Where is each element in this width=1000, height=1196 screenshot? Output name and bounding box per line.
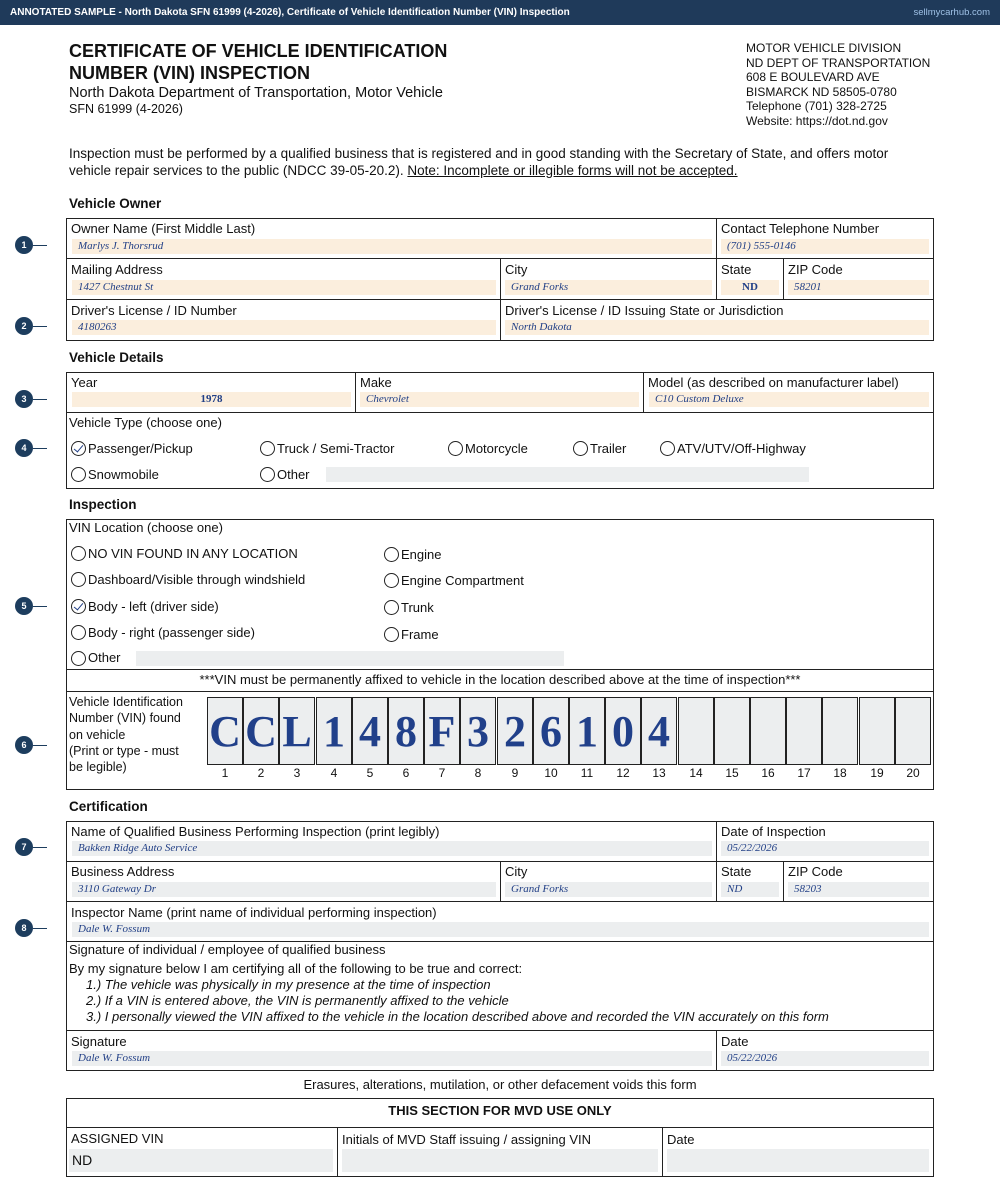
divider — [716, 218, 717, 300]
form-subtitle: North Dakota Department of Transportation, Motor Vehicle — [69, 85, 443, 101]
radio-body-right[interactable] — [71, 625, 86, 640]
other-type-field[interactable] — [326, 467, 809, 482]
divider — [500, 861, 501, 902]
divider — [643, 372, 644, 413]
model-label: Model (as described on manufacturer label) — [648, 375, 899, 390]
vin-notice: ***VIN must be permanently affixed to vehicle in the location described above at the time of inspection*** — [199, 672, 801, 687]
phone-field[interactable]: (701) 555-0146 — [721, 239, 929, 254]
radio-snowmobile[interactable] — [71, 467, 86, 482]
form-number: SFN 61999 (4-2026) — [69, 102, 183, 116]
address-line: ND DEPT OF TRANSPORTATION — [746, 55, 931, 70]
option-label: Frame — [401, 627, 439, 642]
mvd-date-label: Date — [667, 1132, 695, 1147]
intro-note: Note: Incomplete or illegible forms will not be accepted. — [407, 162, 738, 178]
business-zip-field[interactable]: 58203 — [788, 882, 929, 897]
vin-label-line: on vehicle — [69, 727, 126, 742]
state-field[interactable]: ND — [721, 280, 779, 295]
erasure-notice: Erasures, alterations, mutilation, or other defacement voids this form — [303, 1077, 697, 1092]
vin-position-number: 12 — [616, 766, 630, 780]
inspection-date-field[interactable]: 05/22/2026 — [721, 841, 929, 856]
radio-trunk[interactable] — [384, 600, 399, 615]
business-name-field[interactable]: Bakken Ridge Auto Service — [72, 841, 712, 856]
business-address-label: Business Address — [71, 864, 175, 879]
vin-position-number: 19 — [870, 766, 884, 780]
address-line: BISMARCK ND 58505-0780 — [746, 84, 897, 99]
vin-position-number: 20 — [906, 766, 920, 780]
owner-name-label: Owner Name (First Middle Last) — [71, 221, 256, 236]
business-city-field[interactable]: Grand Forks — [505, 882, 712, 897]
radio-body-left[interactable] — [71, 599, 86, 614]
agency-address — [746, 41, 930, 128]
vin-position-number: 18 — [833, 766, 847, 780]
divider — [337, 1127, 338, 1177]
model-field[interactable]: C10 Custom Deluxe — [649, 392, 929, 407]
other-location-field[interactable] — [136, 651, 564, 666]
vin-position-number: 16 — [761, 766, 775, 780]
address-line: Website: https://dot.nd.gov — [746, 113, 888, 128]
vin-char-box[interactable]: 8 — [388, 697, 424, 765]
vin-char-box[interactable]: 4 — [352, 697, 388, 765]
signature-date-label: Date — [721, 1034, 749, 1049]
signature-field[interactable]: Dale W. Fossum — [72, 1051, 712, 1066]
vin-char-box[interactable] — [678, 697, 714, 765]
radio-other-location[interactable] — [71, 651, 86, 666]
option-label: Snowmobile — [88, 467, 159, 482]
vin-char-box[interactable] — [750, 697, 786, 765]
vin-char-box[interactable]: 6 — [533, 697, 569, 765]
annotation-marker: 7 — [15, 838, 33, 856]
section-heading-certification: Certification — [69, 799, 148, 814]
mailing-address-field[interactable]: 1427 Chestnut St — [72, 280, 496, 295]
radio-no-vin[interactable] — [71, 546, 86, 561]
option-label: ATV/UTV/Off-Highway — [677, 441, 806, 456]
vin-char-box[interactable] — [859, 697, 895, 765]
option-label: Body - right (passenger side) — [88, 625, 255, 640]
owner-name-field[interactable]: Marlys J. Thorsrud — [72, 239, 712, 254]
mvd-heading: THIS SECTION FOR MVD USE ONLY — [388, 1103, 612, 1118]
banner-text: ANNOTATED SAMPLE - North Dakota SFN 61999 (4-2026), Certificate of Vehicle Identification Number (VIN) Inspection — [10, 7, 570, 18]
make-label: Make — [360, 375, 392, 390]
section-heading-inspection: Inspection — [69, 497, 137, 512]
radio-atv[interactable] — [660, 441, 675, 456]
vin-position-number: 9 — [511, 766, 519, 780]
certification-statement: 1.) The vehicle was physically in my presence at the time of inspection — [86, 977, 491, 992]
dl-number-field[interactable]: 4180263 — [72, 320, 496, 335]
vin-position-number: 10 — [544, 766, 558, 780]
divider — [716, 1030, 717, 1071]
vin-position-number: 13 — [652, 766, 666, 780]
radio-dashboard[interactable] — [71, 572, 86, 587]
divider — [66, 412, 934, 413]
annotation-marker: 4 — [15, 439, 33, 457]
dl-state-label: Driver's License / ID Issuing State or Jurisdiction — [505, 303, 784, 318]
certification-statement: 3.) I personally viewed the VIN affixed to the vehicle in the location described above and recorded the VIN accurately on this form — [86, 1009, 829, 1024]
city-label: City — [505, 262, 528, 277]
vin-char-box[interactable]: 1 — [316, 697, 352, 765]
year-label: Year — [71, 375, 98, 390]
vin-char-box[interactable] — [822, 697, 858, 765]
form-title — [69, 40, 489, 84]
vin-label — [69, 694, 183, 775]
vin-char-box[interactable] — [895, 697, 931, 765]
annotation-marker: 5 — [15, 597, 33, 615]
divider — [716, 821, 717, 902]
business-address-field[interactable]: 3110 Gateway Dr — [72, 882, 496, 897]
certification-statement: 2.) If a VIN is entered above, the VIN is permanently affixed to the vehicle — [86, 993, 509, 1008]
signature-intro: By my signature below I am certifying all of the following to be true and correct: — [69, 961, 523, 976]
option-label: Trunk — [401, 600, 434, 615]
annotation-marker: 1 — [15, 236, 33, 254]
title-line-1: CERTIFICATE OF VEHICLE IDENTIFICATION — [69, 41, 448, 61]
vin-label-line: be legible) — [69, 760, 127, 775]
vin-label-line: (Print or type - must — [69, 743, 179, 758]
vin-char-box[interactable]: 2 — [497, 697, 533, 765]
radio-engine[interactable] — [384, 547, 399, 562]
divider — [66, 669, 934, 670]
title-line-2: NUMBER (VIN) INSPECTION — [69, 63, 311, 83]
option-label: Trailer — [590, 441, 627, 456]
radio-truck-semi[interactable] — [260, 441, 275, 456]
option-label: Motorcycle — [465, 441, 528, 456]
section-heading-vehicle: Vehicle Details — [69, 350, 164, 365]
vin-char-box[interactable]: C — [207, 697, 243, 765]
vin-label-line: Vehicle Identification — [69, 695, 183, 709]
radio-frame[interactable] — [384, 627, 399, 642]
address-line: 608 E BOULEVARD AVE — [746, 70, 880, 84]
vehicle-type-label: Vehicle Type (choose one) — [69, 415, 222, 430]
site-link[interactable]: sellmycarhub.com — [913, 7, 990, 18]
mailing-address-label: Mailing Address — [71, 262, 163, 277]
signature-date-field[interactable]: 05/22/2026 — [721, 1051, 929, 1066]
vin-char-box[interactable]: L — [279, 697, 315, 765]
inspector-name-label: Inspector Name (print name of individual performing inspection) — [71, 905, 437, 920]
mvd-date-field[interactable] — [667, 1149, 929, 1172]
inspector-name-field[interactable]: Dale W. Fossum — [72, 922, 929, 937]
vin-char-box[interactable] — [714, 697, 750, 765]
business-state-field[interactable]: ND — [721, 882, 779, 897]
option-label: Dashboard/Visible through windshield — [88, 572, 306, 587]
option-label: Engine — [401, 547, 442, 562]
signature-heading: Signature of individual / employee of qualified business — [69, 942, 386, 957]
year-field[interactable]: 1978 — [72, 392, 351, 407]
divider — [500, 258, 501, 341]
city-field[interactable]: Grand Forks — [505, 280, 712, 295]
business-city-label: City — [505, 864, 528, 879]
vin-char-box[interactable] — [786, 697, 822, 765]
zip-label: ZIP Code — [788, 262, 843, 277]
address-line: MOTOR VEHICLE DIVISION — [746, 41, 902, 55]
vin-location-label: VIN Location (choose one) — [69, 520, 223, 535]
assigned-vin-label: ASSIGNED VIN — [71, 1131, 164, 1146]
radio-engine-compartment[interactable] — [384, 573, 399, 588]
vin-char-box[interactable]: 4 — [641, 697, 677, 765]
vin-position-number: 7 — [438, 766, 446, 780]
option-label: Other — [88, 650, 121, 665]
radio-passenger-pickup[interactable] — [71, 441, 86, 456]
section-heading-owner: Vehicle Owner — [69, 196, 162, 211]
annotation-marker: 3 — [15, 390, 33, 408]
divider — [66, 691, 934, 692]
state-label: State — [721, 262, 752, 277]
divider — [662, 1127, 663, 1177]
address-line: Telephone (701) 328-2725 — [746, 99, 887, 113]
phone-label: Contact Telephone Number — [721, 221, 880, 236]
mvd-initials-label: Initials of MVD Staff issuing / assigning VIN — [342, 1132, 592, 1147]
make-field[interactable]: Chevrolet — [360, 392, 639, 407]
radio-trailer[interactable] — [573, 441, 588, 456]
radio-motorcycle[interactable] — [448, 441, 463, 456]
vin-position-number: 4 — [330, 766, 338, 780]
divider — [783, 258, 784, 299]
top-banner — [0, 0, 1000, 25]
vin-char-box[interactable]: 3 — [460, 697, 496, 765]
vin-position-number: 5 — [366, 766, 374, 780]
business-name-label: Name of Qualified Business Performing Inspection (print legibly) — [71, 824, 440, 839]
signature-label: Signature — [71, 1034, 127, 1049]
vin-position-number: 2 — [257, 766, 265, 780]
dl-number-label: Driver's License / ID Number — [71, 303, 237, 318]
option-label: Body - left (driver side) — [88, 599, 219, 614]
vin-position-number: 17 — [797, 766, 811, 780]
option-label: Passenger/Pickup — [88, 441, 193, 456]
assigned-vin-field[interactable]: ND — [69, 1149, 333, 1172]
vin-position-number: 1 — [221, 766, 229, 780]
inspection-date-label: Date of Inspection — [721, 824, 826, 839]
mvd-initials-field[interactable] — [342, 1149, 658, 1172]
option-label: Truck / Semi-Tractor — [277, 441, 395, 456]
divider — [66, 1127, 934, 1128]
zip-field[interactable]: 58201 — [788, 280, 929, 295]
vin-char-box[interactable]: F — [424, 697, 460, 765]
annotation-marker: 2 — [15, 317, 33, 335]
annotation-marker: 8 — [15, 919, 33, 937]
vin-position-number: 6 — [402, 766, 410, 780]
business-state-label: State — [721, 864, 752, 879]
intro-paragraph — [69, 146, 919, 179]
radio-other-type[interactable] — [260, 467, 275, 482]
divider — [355, 372, 356, 413]
vin-char-box[interactable]: C — [243, 697, 279, 765]
vin-position-number: 14 — [689, 766, 703, 780]
intro-text: Inspection must be performed by a qualified business that is registered and in good standing with the Secretary of State, and offers motor vehicle repair services to the public (NDCC 39-05-20.2). — [69, 146, 889, 178]
business-zip-label: ZIP Code — [788, 864, 843, 879]
vin-label-line: Number (VIN) found — [69, 711, 181, 726]
vin-char-box[interactable]: 1 — [569, 697, 605, 765]
vin-position-number: 8 — [474, 766, 482, 780]
option-label: Engine Compartment — [401, 573, 524, 588]
vin-position-number: 11 — [580, 766, 594, 780]
divider — [783, 861, 784, 902]
option-label: Other — [277, 467, 310, 482]
vin-char-box[interactable]: 0 — [605, 697, 641, 765]
dl-state-field[interactable]: North Dakota — [505, 320, 929, 335]
annotation-marker: 6 — [15, 736, 33, 754]
divider — [66, 1030, 934, 1031]
vin-position-number: 3 — [293, 766, 301, 780]
vin-position-number: 15 — [725, 766, 739, 780]
option-label: NO VIN FOUND IN ANY LOCATION — [88, 546, 298, 561]
